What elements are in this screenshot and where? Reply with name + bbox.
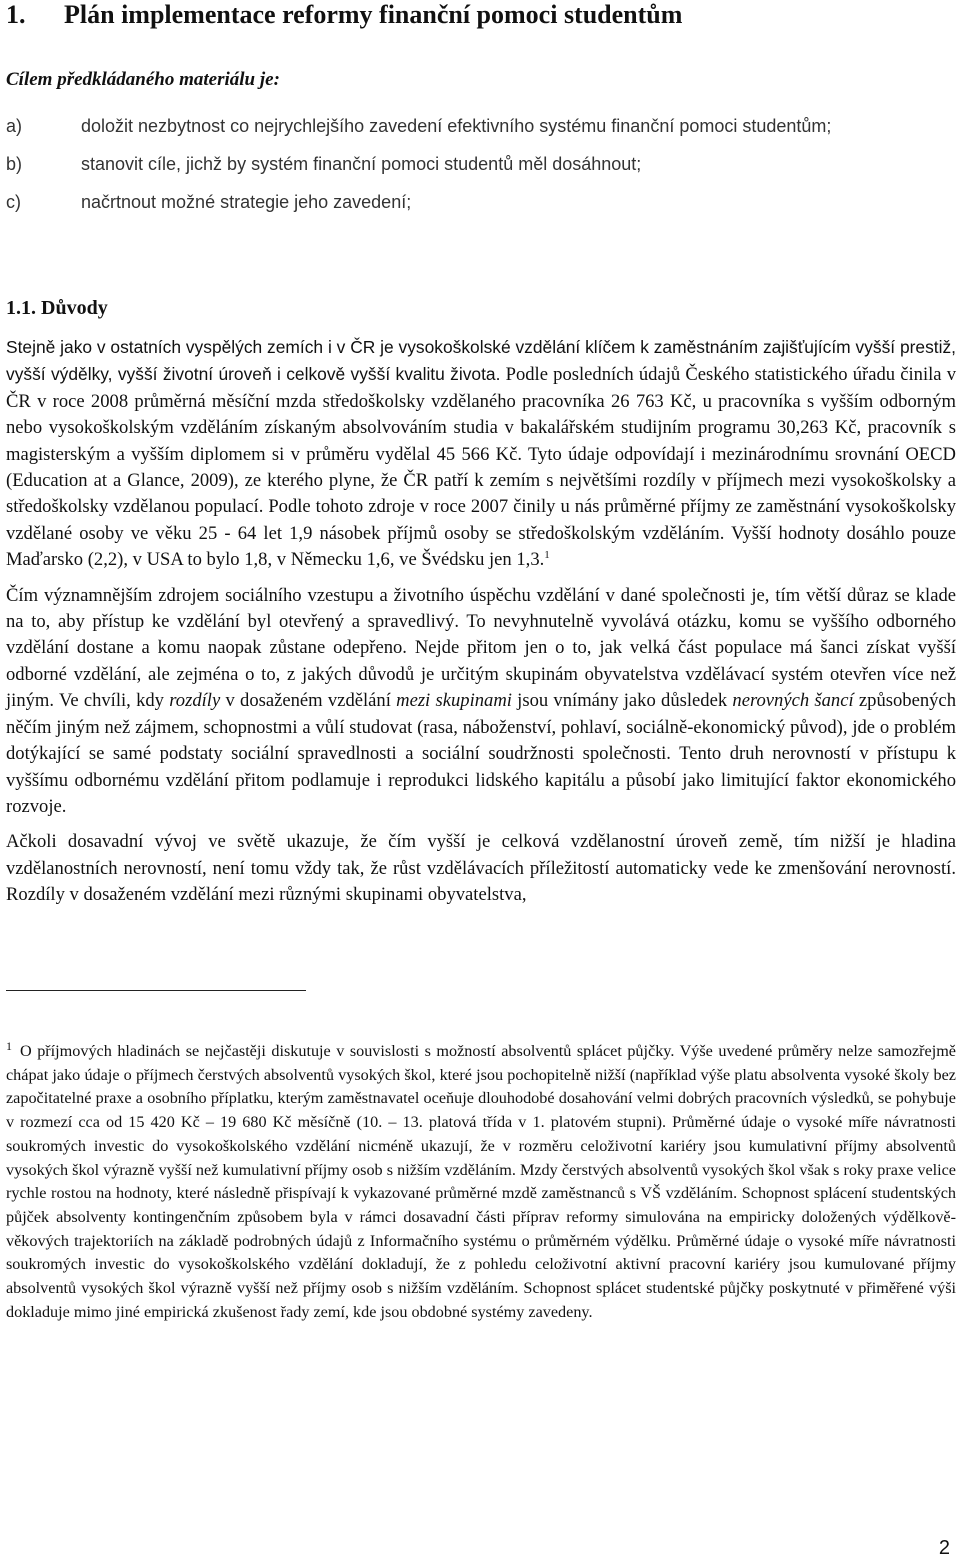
chapter-title: Plán implementace reformy finanční pomoci studentům <box>64 0 683 29</box>
paragraph-equity-text: Čím významnějším zdrojem sociálního vzestupu a životního úspěchu vzdělání v dané společnosti je, tím větší důraz se klade na to, aby přístup ke vzdělání byl otevřený a spravedlivý. To nevyhnutelně vyvolává otázku, komu se vyššího odborného vzdělání dostane a komu naopak zůstane odepřeno. Nejde přitom jen o to, jak velká část populace má šanci získat vyšší odborné vzdělání, ale zejména o to, z jakých důvodů je určitým skupinám obyvatelstva vzdělávací systém otevřen více než jiným. Ve chvíli, kdy <box>6 584 956 712</box>
body-text <box>6 334 956 918</box>
intro-label: Cílem předkládaného materiálu je: <box>6 69 280 90</box>
list-item <box>6 190 856 214</box>
list-item-text: stanovit cíle, jichž by systém finanční pomoci studentů měl dosáhnout; <box>81 154 642 174</box>
footnote <box>6 1040 956 1324</box>
paragraph-income <box>6 334 956 574</box>
list-item-text: načrtnout možné strategie jeho zavedení; <box>81 192 412 212</box>
section-number: 1.1. <box>6 297 36 319</box>
footnote-text: O příjmových hladinách se nejčastěji diskutuje v souvislosti s možností absolventů splácet půjčky. Výše uvedené průměry nelze samozřejmě chápat jako údaje o příjmech čerstvých absolventů vysokých škol, které jsou pochopitelně nižší (například výše platu absolventa vysoké školy bez započitatelné praxe a osobního příplatku, kterým zaměstnavatel oceňuje dlouhodobé dosahování velmi dobrých pracovních výsledků, se pohybuje v rozmezí cca od 15 420 Kč – 19 680 Kč měsíčně (10. – 13. platová třída v 1. platovém stupni). Průměrné údaje o vysoké míře návratnosti soukromých investic do vysokoškolského vzdělání nicméně ukazují, že v rozměru celoživotní kariéry jsou kumulativní příjmy absolventů vysokých škol výrazně vyšší než kumulativní příjmy osob s nižším vzděláním. Mzdy čerstvých absolventů vysokých škol však s roky praxe velice rychle rostou na hodnoty, které následně přispívají k vykazované průměrné mzdě zaměstnanců s VŠ vzděláním. Schopnost splácení studentských půjček absolventy kontingenčním způsobem byla v rámci dosavadní části příprav reformy simulována na empiricky doložených výdělkově-věkových trajektoriích na základě podrobných údajů z Informačního systému o průměrném výdělku. Průměrné údaje o vysoké míře návratnosti soukromých investic do vysokoškolského vzdělání dokladují, že z pohledu celoživotní aktivní pracovní kariéry jsou kumulované příjmy absolventů vysokých škol výrazně vyšší než příjmy osob s nižším vzděláním. Schopnost splácet studentské půjčky poskytnuté v přiměřené výši dokladuje mimo jiné empirická zkušenost řady zemí, kde jsou obdobné systémy zavedeny. <box>6 1042 956 1321</box>
section-title: Důvody <box>41 297 108 319</box>
paragraph-equity-text: jsou vnímány jako důsledek <box>511 690 733 712</box>
chapter-number: 1. <box>6 0 26 29</box>
emphasis-nerovnych-sanci: nerovných šancí <box>732 690 854 712</box>
paragraph-income-rest: Podle posledních údajů Českého statistického úřadu činila v ČR v roce 2008 průměrná měsíční mzda středoškolsky vzdělaného pracovníka 26 763 Kč, u pracovníka s vyšším odborným nebo vysokoškolským vzděláním získaným absolvováním studia v bakalářském studijním programu 30,263 Kč, pracovník s magisterským a vyšším diplomem si v průměru vydělal 45 566 Kč. Tyto údaje odpovídají i mezinárodnímu srovnání OECD (Education at a Glance, 2009), ze kterého plyne, že ČR patří k zemím s největšími rozdíly v příjmech mezi vysokoškolsky a středoškolsky vzdělanou populací. Podle tohoto zdroje v roce 2007 činily u nás průměrné příjmy ze zaměstnání vysokoškolsky vzdělané osoby ve věku 25 - 64 let 1,9 násobek příjmů osoby se středoškolským vzděláním. Vyšší hodnoty dosáhlo pouze Maďarsko (2,2), v USA to bylo 1,8, v Německu 1,6, ve Švédsku jen 1,3. <box>6 364 956 571</box>
footnote-mark: 1 <box>6 1038 12 1053</box>
paragraph-equity <box>6 583 956 821</box>
list-marker: c) <box>6 192 21 212</box>
page-number: 2 <box>938 1537 950 1559</box>
list-item-text: doložit nezbytnost co nejrychlejšího zavedení efektivního systému finanční pomoci studentům; <box>81 116 832 136</box>
list-marker: a) <box>6 116 23 136</box>
goals-list <box>6 114 856 228</box>
list-item <box>6 152 856 176</box>
list-marker: b) <box>6 154 23 174</box>
section-heading <box>6 296 108 320</box>
emphasis-mezi-skupinami: mezi skupinami <box>396 690 512 712</box>
footnote-reference[interactable]: 1 <box>544 549 550 562</box>
paragraph-inequality: Ačkoli dosavadní vývoj ve světě ukazuje, že čím vyšší je celková vzdělanostní úroveň země, tím nižší je hladina vzdělanostních nerovností, není tomu vždy tak, že růst vzdělávacích příležitostí automaticky vede ke zmenšování nerovností. Rozdíly v dosaženém vzdělání mezi různými skupinami obyvatelstva, <box>6 831 956 906</box>
list-item <box>6 114 856 138</box>
paragraph-equity-text: způsobených něčím jiným než zájmem, schopnostmi a vůlí studovat (rasa, náboženství, pohlaví, sociálně-ekonomický původ), jde o problém dotýkající se samé podstaty sociální spravedlnosti a sociální soudržnosti společnosti. Tento druh nerovností v přístupu k vyššímu odbornému vzdělání přitom podlamuje i reprodukci lidského kapitálu a působí jako limitující faktor ekonomického rozvoje. <box>6 690 956 817</box>
emphasis-rozdily: rozdíly <box>169 690 221 712</box>
paragraph-equity-text: v dosaženém vzdělání <box>220 690 397 712</box>
chapter-heading <box>6 0 682 30</box>
footnote-separator <box>6 990 306 991</box>
paragraph-income-opening: Stejně jako v ostatních vyspělých zemích i v ČR je vysokoškolské vzdělání klíčem k zaměstnáním zajišťujícím vyšší prestiž, vyšší výdělky, vyšší životní úroveň i celkově vyšší kvalitu života. <box>6 337 956 385</box>
